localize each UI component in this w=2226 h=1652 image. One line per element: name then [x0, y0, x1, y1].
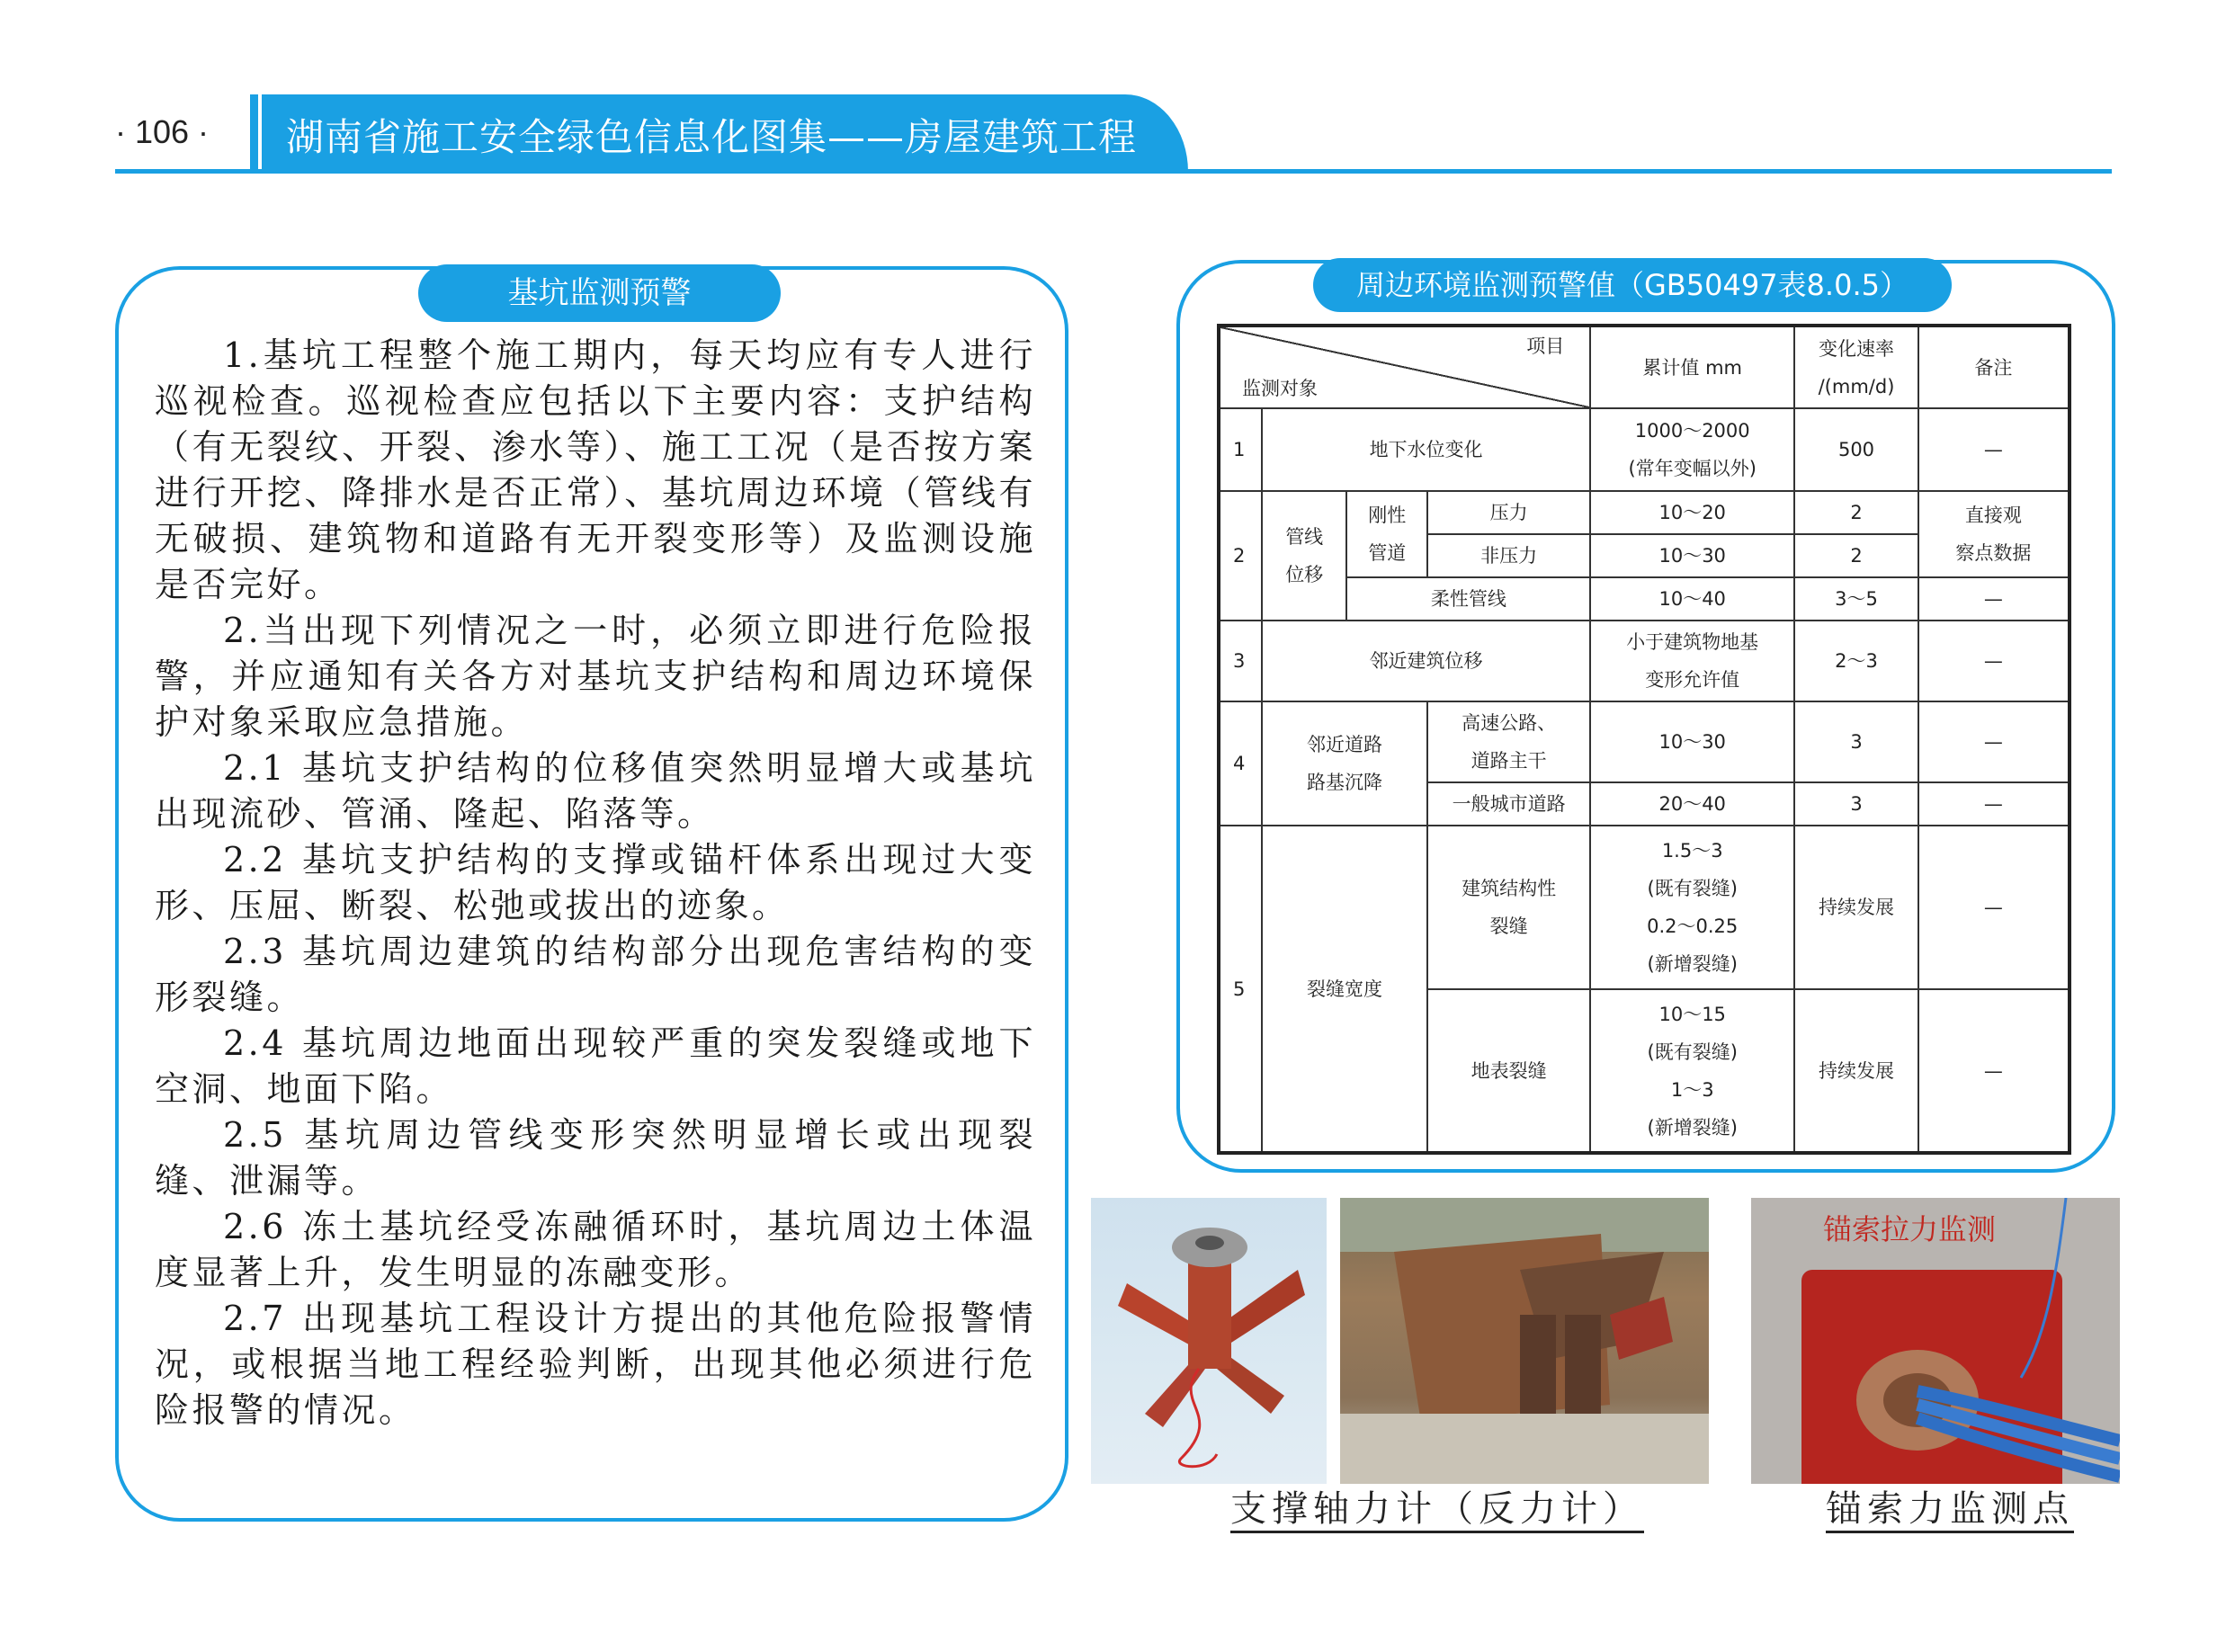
table-row — [1219, 701, 2070, 782]
page-number: · 106 · — [115, 113, 210, 150]
row-number: 4 — [1219, 701, 1262, 826]
row-object: 邻近道路 路基沉降 — [1262, 701, 1427, 826]
header-accent-bar — [250, 94, 258, 172]
row-cumulative: 10～15 (既有裂缝) 1～3 (新增裂缝) — [1590, 989, 1794, 1153]
paragraph: 2.7 出现基坑工程设计方提出的其他危险报警情况，或根据当地工程经验判断，出现其他必须进行危险报警的情况。 — [155, 1299, 1036, 1430]
row-rate: 500 — [1794, 408, 1918, 491]
row-cumulative: 10～30 — [1590, 534, 1794, 577]
row-subobject: 建筑结构性 裂缝 — [1427, 826, 1590, 989]
row-cumulative: 小于建筑物地基 变形允许值 — [1590, 621, 1794, 701]
row-cumulative: 10～20 — [1590, 491, 1794, 534]
table-row — [1219, 826, 2070, 989]
row-note: — — [1918, 621, 2070, 701]
row-number: 2 — [1219, 491, 1262, 621]
paragraph: 2.1 基坑支护结构的位移值突然明显增大或基坑出现流砂、管涌、隆起、陷落等。 — [155, 748, 1036, 834]
row-object: 地下水位变化 — [1262, 408, 1590, 491]
header-rule — [115, 169, 2112, 174]
paragraph: 2.5 基坑周边管线变形突然明显增长或出现裂缝、泄漏等。 — [155, 1115, 1036, 1201]
warning-panel-title: 基坑监测预警 — [418, 264, 781, 322]
row-note: — — [1918, 701, 2070, 782]
paragraph: 2.6 冻土基坑经受冻融循环时，基坑周边土体温度显著上升，发生明显的冻融变形。 — [155, 1207, 1036, 1292]
header-object: 监测对象 — [1242, 378, 1318, 399]
caption-anchor-force-point: 锚索力监测点 — [1826, 1487, 2074, 1533]
row-cumulative: 1000～2000 (常年变幅以外) — [1590, 408, 1794, 491]
row-cumulative: 20～40 — [1590, 782, 1794, 826]
table-row — [1219, 408, 2070, 491]
row-rate: 持续发展 — [1794, 826, 1918, 989]
paragraph: 2.3 基坑周边建筑的结构部分出现危害结构的变形裂缝。 — [155, 932, 1036, 1017]
row-number: 3 — [1219, 621, 1262, 701]
row-note: — — [1918, 989, 2070, 1153]
row-rate: 2～3 — [1794, 621, 1918, 701]
paragraph: 2.4 基坑周边地面出现较严重的突发裂缝或地下空洞、地面下陷。 — [155, 1023, 1036, 1109]
photo-label: 锚索拉力监测 — [1823, 1212, 1997, 1246]
threshold-panel-title: 周边环境监测预警值（GB50497表8.0.5） — [1313, 258, 1952, 312]
row-subitem: 非压力 — [1427, 534, 1590, 577]
row-cumulative: 10～30 — [1590, 701, 1794, 782]
strut-installation-photo — [1340, 1198, 1709, 1484]
row-note: 直接观 察点数据 — [1918, 491, 2070, 577]
row-subitem: 压力 — [1427, 491, 1590, 534]
row-rate: 持续发展 — [1794, 989, 1918, 1153]
table-header-row — [1219, 326, 2070, 408]
document-title: 湖南省施工安全绿色信息化图集——房屋建筑工程 — [286, 115, 1138, 159]
anchor-cable-photo — [1751, 1198, 2120, 1484]
row-cumulative: 1.5～3 (既有裂缝) 0.2～0.25 (新增裂缝) — [1590, 826, 1794, 989]
row-subobject: 地表裂缝 — [1427, 989, 1590, 1153]
header-cumulative: 累计值 mm — [1590, 326, 1794, 408]
row-object: 邻近建筑位移 — [1262, 621, 1590, 701]
header-rate: 变化速率 /(mm/d) — [1794, 326, 1918, 408]
row-subobject: 一般城市道路 — [1427, 782, 1590, 826]
row-rate: 3 — [1794, 701, 1918, 782]
paragraph: 1.基坑工程整个施工期内，每天均应有专人进行巡视检查。巡视检查应包括以下主要内容：支护结构（有无裂纹、开裂、渗水等）、施工工况（是否按方案进行开挖、降排水是否正常）、基坑周边环境（管线有无破损、建筑物和道路有无开裂变形等）及监测设施是否完好。 — [155, 335, 1036, 604]
row-note: — — [1918, 782, 2070, 826]
row-object: 裂缝宽度 — [1262, 826, 1427, 1153]
row-rate: 2 — [1794, 491, 1918, 534]
row-note: — — [1918, 577, 2070, 621]
row-object: 管线 位移 — [1262, 491, 1347, 621]
threshold-table — [1217, 324, 2071, 1155]
table-row — [1219, 621, 2070, 701]
header-diagonal-cell — [1219, 326, 1590, 408]
paragraph: 2.当出现下列情况之一时，必须立即进行危险报警，并应通知有关各方对基坑支护结构和周边环境保护对象采取应急措施。 — [155, 611, 1036, 742]
row-note: — — [1918, 408, 2070, 491]
caption-axial-force-meter: 支撑轴力计（反力计） — [1230, 1487, 1644, 1533]
row-subobject: 刚性 管道 — [1346, 491, 1427, 577]
header-note: 备注 — [1918, 326, 2070, 408]
row-number: 1 — [1219, 408, 1262, 491]
row-rate: 2 — [1794, 534, 1918, 577]
row-number: 5 — [1219, 826, 1262, 1153]
row-rate: 3～5 — [1794, 577, 1918, 621]
row-note: — — [1918, 826, 2070, 989]
row-rate: 3 — [1794, 782, 1918, 826]
row-subobject: 柔性管线 — [1346, 577, 1590, 621]
paragraph: 2.2 基坑支护结构的支撑或锚杆体系出现过大变形、压屈、断裂、松弛或拔出的迹象。 — [155, 840, 1036, 925]
table-row — [1219, 491, 2070, 534]
axial-force-meter-photo — [1091, 1198, 1327, 1484]
row-cumulative: 10～40 — [1590, 577, 1794, 621]
table-row — [1219, 577, 2070, 621]
warning-body — [155, 333, 1036, 1433]
row-subobject: 高速公路、 道路主干 — [1427, 701, 1590, 782]
header-item: 项目 — [1526, 335, 1565, 357]
